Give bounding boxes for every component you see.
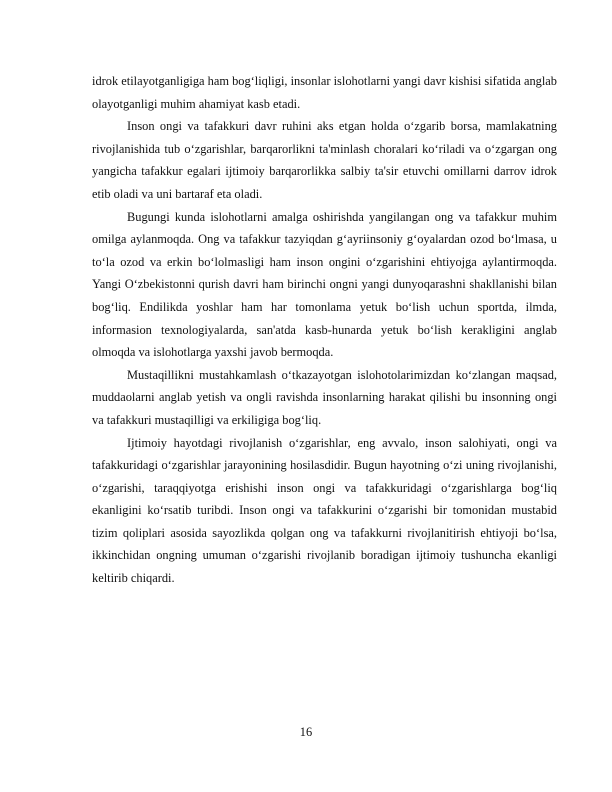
document-page — [92, 70, 557, 590]
page-number: 16 — [299, 725, 313, 739]
paragraph-2: Inson ongi va tafakkuri davr ruhini aks etgan holda o‘zgarib borsa, mamlakatning rivojlanishida tub o‘zgarishlar, barqarorlikni ta'minlash choralari ko‘riladi va o‘zgargan ong yangicha tafakkur egalari ijtimoiy barqarorlikka salbiy ta'sir etuvchi omillarni darrov idrok etib oladi va uni bartaraf eta oladi. — [92, 119, 557, 201]
paragraph-3: Bugungi kunda islohotlarni amalga oshirishda yangilangan ong va tafakkur muhim omilga aylanmoqda. Ong va tafakkur tazyiqdan g‘ayriinsoniy g‘oyalardan ozod bo‘lmasa, u to‘la ozod va erkin bo‘lolmasligi ham inson ongini o‘zgarishini ehtiyojga aylantirmoqda. Yangi O‘zbekistonni qurish davri ham birinchi ongni yangi dunyoqarashni shakllanishi bilan bog‘liq. Endilikda yoshlar ham har tomonlama yetuk bo‘lish uchun sportda, ilmda, informasion texnologiyalarda, san'atda kasb-hunarda yetuk bo‘lish kerakligini anglab olmoqda va islohotlarga yaxshi javob bermoqda. — [92, 209, 557, 360]
paragraph-1: idrok etilayotganligiga ham bog‘liqligi, insonlar islohotlarni yangi davr kishisi sifatida anglab olayotganligi muhim ahamiyat kasb etadi. — [92, 74, 557, 111]
paragraph-5: Ijtimoiy hayotdagi rivojlanish o‘zgarishlar, eng avvalo, inson salohiyati, ongi va tafakkuridagi o‘zgarishlar jarayonining hosilasdidir. Bugun hayotning o‘zi uning rivojlanishi, o‘zgarishi, taraqqiyotga erishishi inson ongi va tafakkuridagi o‘zgarishlarga bog‘liq ekanligini ko‘rsatib turibdi. Inson ongi va tafakkurini o‘zgarishi bir tomonidan mustabid tizim qoliplari asosida sayozlikda qolgan ong va tafakkurni rivojlanitirish ehtiyoji bo‘lsa, ikkinchidan ongning umuman o‘zgarishi rivojlanib boradigan ijtimoiy tushuncha ekanligi keltirib chiqardi. — [92, 435, 557, 586]
paragraph-4: Mustaqillikni mustahkamlash o‘tkazayotgan islohotolarimizdan ko‘zlangan maqsad, muddaolarni anglab yetish va ongli ravishda insonlarning harakat qilishi bu insonning ongi va tafakkuri mustaqilligi va erkiligiga bog‘liq. — [92, 367, 557, 427]
